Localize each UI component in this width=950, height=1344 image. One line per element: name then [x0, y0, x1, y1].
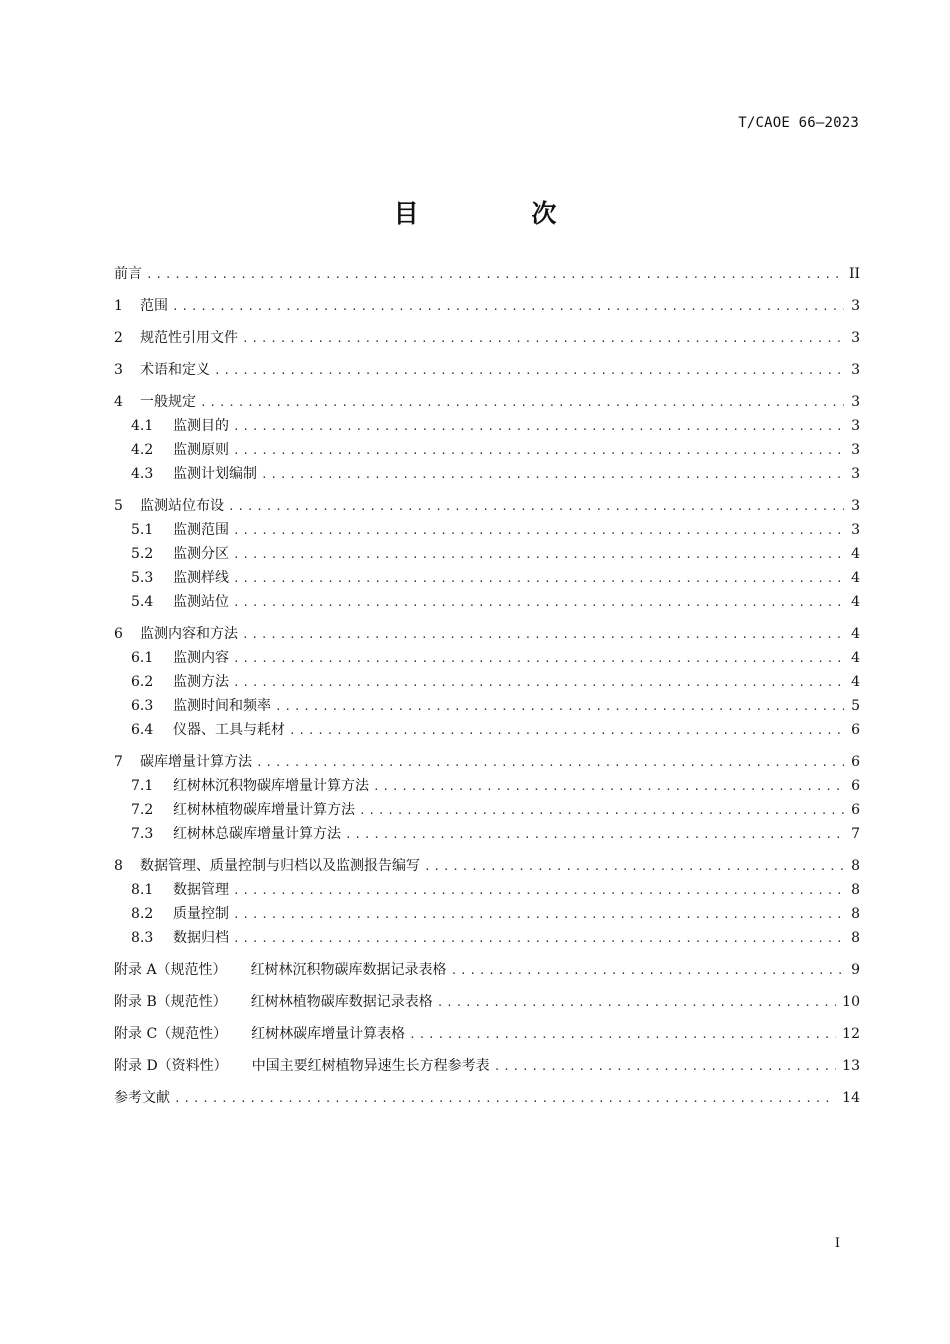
toc-section-number: 4.1	[131, 418, 154, 434]
toc-section-number: 2	[114, 330, 123, 346]
toc-dot-leader	[424, 855, 844, 879]
toc-dot-leader	[345, 823, 844, 847]
toc-page-number: 8	[851, 882, 860, 898]
toc-dot-leader	[233, 439, 844, 463]
table-of-contents	[114, 262, 860, 1110]
toc-page-number: 8	[851, 906, 860, 922]
toc-dot-leader	[233, 543, 844, 567]
toc-dot-leader	[242, 327, 844, 351]
toc-section-number: 4	[114, 394, 123, 410]
toc-appendix-label: 附录 C（规范性）	[114, 1026, 228, 1042]
toc-entry-title: 监测内容和方法	[140, 626, 238, 642]
toc-page-number: 4	[851, 594, 860, 610]
toc-entry-title: 监测站位	[173, 594, 229, 610]
toc-dot-leader	[242, 623, 844, 647]
toc-section-number: 1	[114, 298, 123, 314]
toc-entry-title: 碳库增量计算方法	[140, 754, 252, 770]
toc-entry[interactable]	[114, 390, 860, 414]
toc-entry-title: 监测时间和频率	[173, 698, 271, 714]
toc-page-number: 3	[851, 522, 860, 538]
toc-dot-leader	[275, 695, 844, 719]
toc-dot-leader	[437, 991, 836, 1015]
toc-page-number: 3	[851, 418, 860, 434]
toc-dot-leader	[359, 799, 844, 823]
toc-entry[interactable]	[114, 414, 860, 438]
toc-dot-leader	[233, 591, 844, 615]
toc-page-number: 7	[851, 826, 860, 842]
toc-dot-leader	[174, 1087, 836, 1111]
toc-dot-leader	[261, 463, 844, 487]
toc-entry-title: 中国主要红树植物异速生长方程参考表	[251, 1058, 490, 1074]
toc-section-number: 3	[114, 362, 123, 378]
toc-page-number: 4	[851, 674, 860, 690]
toc-section-number: 4.2	[131, 442, 154, 458]
toc-entry-title: 监测方法	[173, 674, 229, 690]
toc-dot-leader	[451, 959, 844, 983]
toc-section-number: 8	[114, 858, 123, 874]
toc-entry[interactable]	[114, 438, 860, 462]
toc-entry-title: 规范性引用文件	[140, 330, 238, 346]
toc-dot-leader	[233, 671, 844, 695]
toc-entry[interactable]	[114, 926, 860, 950]
toc-entry-title: 红树林植物碳库增量计算方法	[173, 802, 355, 818]
toc-entry[interactable]	[114, 262, 860, 286]
toc-section-number: 5	[114, 498, 123, 514]
toc-entry-title: 监测分区	[173, 546, 229, 562]
toc-page-number: 12	[842, 1026, 860, 1042]
toc-section-number: 6	[114, 626, 123, 642]
toc-entry[interactable]	[114, 358, 860, 382]
toc-entry[interactable]	[114, 1022, 860, 1046]
toc-page-number: 6	[851, 778, 860, 794]
toc-entry[interactable]	[114, 294, 860, 318]
toc-entry[interactable]	[114, 750, 860, 774]
toc-dot-leader	[233, 415, 844, 439]
toc-entry-title: 监测目的	[173, 418, 229, 434]
toc-entry-title: 红树林沉积物碳库数据记录表格	[250, 962, 447, 978]
toc-section-number: 7.2	[131, 802, 154, 818]
toc-section-number: 5.4	[131, 594, 154, 610]
toc-page-number: 13	[842, 1058, 860, 1074]
toc-dot-leader	[494, 1055, 836, 1079]
toc-section-number: 6.3	[131, 698, 154, 714]
toc-section-number: 8.2	[131, 906, 154, 922]
toc-section-number: 7.1	[131, 778, 154, 794]
toc-entry[interactable]	[114, 566, 860, 590]
toc-entry-title: 监测内容	[173, 650, 229, 666]
toc-dot-leader	[214, 359, 844, 383]
toc-entry[interactable]	[114, 622, 860, 646]
toc-dot-leader	[289, 719, 844, 743]
toc-dot-leader	[233, 903, 844, 927]
toc-entry-title: 监测原则	[173, 442, 229, 458]
toc-section-number: 7.3	[131, 826, 154, 842]
toc-entry-title: 红树林碳库增量计算表格	[251, 1026, 406, 1042]
toc-page-number: 4	[851, 570, 860, 586]
toc-page-number: 6	[851, 754, 860, 770]
toc-entry-title: 监测站位布设	[140, 498, 224, 514]
toc-entry-title: 一般规定	[140, 394, 196, 410]
toc-entry-title: 术语和定义	[140, 362, 210, 378]
toc-page-number: 3	[851, 330, 860, 346]
toc-entry-title: 红树林总碳库增量计算方法	[173, 826, 341, 842]
toc-entry[interactable]	[114, 670, 860, 694]
toc-page-number: 6	[851, 722, 860, 738]
toc-entry-title: 仪器、工具与耗材	[173, 722, 285, 738]
toc-section-number: 8.1	[131, 882, 154, 898]
toc-entry[interactable]	[114, 990, 860, 1014]
toc-entry-title: 质量控制	[173, 906, 229, 922]
toc-dot-leader	[200, 391, 844, 415]
toc-entry[interactable]	[114, 494, 860, 518]
toc-dot-leader	[233, 647, 844, 671]
toc-dot-leader	[256, 751, 844, 775]
toc-page-number: II	[848, 266, 860, 282]
toc-section-number: 6.4	[131, 722, 154, 738]
toc-entry-title: 监测计划编制	[173, 466, 257, 482]
toc-section-number: 5.1	[131, 522, 154, 538]
toc-entry[interactable]	[114, 822, 860, 846]
toc-entry[interactable]	[114, 590, 860, 614]
page-number: I	[834, 1236, 840, 1251]
toc-page-number: 8	[851, 858, 860, 874]
toc-entry[interactable]	[114, 326, 860, 350]
toc-dot-leader	[409, 1023, 836, 1047]
toc-entry[interactable]	[114, 1086, 860, 1110]
toc-entry[interactable]	[114, 774, 860, 798]
toc-entry[interactable]	[114, 542, 860, 566]
toc-entry[interactable]	[114, 958, 860, 982]
toc-entry-title: 红树林植物碳库数据记录表格	[250, 994, 433, 1010]
toc-page-number: 3	[851, 394, 860, 410]
toc-page-number: 3	[851, 362, 860, 378]
toc-page-number: 14	[842, 1090, 860, 1106]
toc-page-number: 5	[851, 698, 860, 714]
toc-entry[interactable]	[114, 718, 860, 742]
toc-page-number: 3	[851, 298, 860, 314]
toc-dot-leader	[172, 295, 844, 319]
toc-dot-leader	[233, 519, 844, 543]
toc-dot-leader	[233, 927, 844, 951]
toc-page-number: 4	[851, 546, 860, 562]
toc-page-number: 8	[851, 930, 860, 946]
toc-entry[interactable]	[114, 854, 860, 878]
toc-entry[interactable]	[114, 694, 860, 718]
document-code: T/CAOE 66—2023	[738, 115, 859, 131]
toc-dot-leader	[373, 775, 844, 799]
toc-section-number: 5.2	[131, 546, 154, 562]
toc-entry-title: 红树林沉积物碳库增量计算方法	[173, 778, 369, 794]
toc-dot-leader	[228, 495, 844, 519]
toc-entry-title: 数据管理	[173, 882, 229, 898]
toc-section-number: 5.3	[131, 570, 154, 586]
toc-dot-leader	[233, 879, 844, 903]
toc-page-number: 4	[851, 650, 860, 666]
toc-entry-title: 数据管理、质量控制与归档以及监测报告编写	[140, 858, 420, 874]
toc-entry[interactable]	[114, 646, 860, 670]
toc-entry-title: 参考文献	[114, 1090, 170, 1106]
toc-page-number: 3	[851, 442, 860, 458]
toc-dot-leader	[146, 263, 843, 287]
toc-page-number: 4	[851, 626, 860, 642]
toc-page-number: 3	[851, 466, 860, 482]
toc-page-number: 3	[851, 498, 860, 514]
toc-appendix-label: 附录 B（规范性）	[114, 994, 227, 1010]
toc-page-number: 6	[851, 802, 860, 818]
toc-entry-title: 数据归档	[173, 930, 229, 946]
toc-entry[interactable]	[114, 518, 860, 542]
toc-entry-title: 监测范围	[173, 522, 229, 538]
toc-entry-title: 监测样线	[173, 570, 229, 586]
toc-entry-title: 范围	[140, 298, 168, 314]
toc-page-number: 9	[851, 962, 860, 978]
toc-entry[interactable]	[114, 902, 860, 926]
toc-page-number: 10	[842, 994, 860, 1010]
toc-entry[interactable]	[114, 878, 860, 902]
toc-section-number: 6.1	[131, 650, 154, 666]
toc-appendix-label: 附录 D（资料性）	[114, 1058, 228, 1074]
toc-dot-leader	[233, 567, 844, 591]
toc-entry[interactable]	[114, 798, 860, 822]
toc-section-number: 8.3	[131, 930, 154, 946]
toc-section-number: 7	[114, 754, 123, 770]
toc-entry-title: 前言	[114, 266, 142, 282]
toc-section-number: 4.3	[131, 466, 154, 482]
toc-entry[interactable]	[114, 1054, 860, 1078]
page-title: 目 次	[393, 199, 609, 228]
toc-section-number: 6.2	[131, 674, 154, 690]
toc-entry[interactable]	[114, 462, 860, 486]
toc-appendix-label: 附录 A（规范性）	[114, 962, 227, 978]
